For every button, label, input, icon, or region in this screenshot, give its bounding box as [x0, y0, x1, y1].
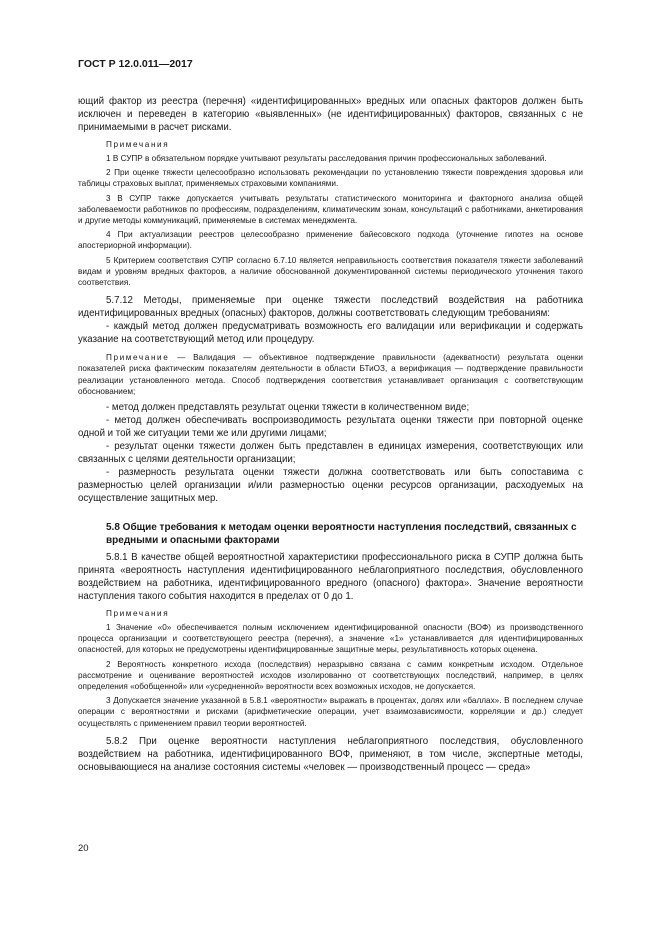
note-label: Примечание — [106, 353, 170, 363]
page-number: 20 — [78, 843, 89, 854]
bullet-item: - результат оценки тяжести должен быть представлен в единицах измерения, соответствующих или связанных с целями деятельности организации; — [78, 441, 583, 466]
note-text: — Валидация — объективное подтверждение правильности (адекватности) результата оценки показателей риска фактическим показателям деятельности в области БТиОЗ, а верификация — подтверждение правильности реализации установленного метода. Способ подтверждения соответствия устанавливает организация с соответствующим обоснованием; — [78, 353, 583, 396]
section-heading-5-8: 5.8 Общие требования к методам оценки вероятности наступления последствий, связанных с вредными и опасными факторами — [106, 522, 577, 547]
note-item: 1 Значение «0» обеспечивается полным исключением идентифицированной опасности (ВОФ) из производственного процесса организации и соответствующего реестра (перечня), а значение «1» устанавливается для идентифицированных опасностей, для которых не предусмотрены идентифицированные защитные меры, результативность которых оценена. — [78, 623, 583, 655]
bullet-item: - метод должен представлять результат оценки тяжести в количественном виде; — [106, 402, 470, 414]
paragraph-5-7-12: 5.7.12 Методы, применяемые при оценке тяжести последствий воздействия на работника идентифицированных вредных (опасных) факторов, должны соответствовать следующим требованиям: — [78, 295, 583, 320]
paragraph-5-8-2: 5.8.2 При оценке вероятности наступления неблагоприятного последствия, обусловленного воздействием на работника, идентифицированного ВОФ, применяют, в том числе, экспертные методы, основывающиеся на анализе состояния системы «человек — производственный процесс — среда» — [78, 735, 583, 773]
note-item: 1 В СУПР в обязательном порядке учитывают результаты расследования причин профессиональных заболеваний. — [106, 154, 547, 163]
bullet-item: - метод должен обеспечивать воспроизводимость результата оценки тяжести при повторной оценке одной и той же ситуации теми же или другими лицами; — [78, 415, 583, 440]
paragraph-continuation: ющий фактор из реестра (перечня) «идентифицированных» вредных или опасных факторов должен быть исключен и переведен в категорию «выявленных» (не идентифицированных) факторов, связанных с не принимаемыми в расчет рисками. — [78, 96, 583, 133]
page-content — [78, 95, 583, 774]
note-item: 5 Критерием соответствия СУПР согласно 6.7.10 является неправильность соответствия показателя тяжести заболеваний видам и уровням вредных факторов, а наличие обоснованной документированной системы периодического уточнения такого соответствия. — [78, 255, 583, 288]
note-item: 2 При оценке тяжести целесообразно использовать рекомендации по установлению тяжести повреждения здоровья или таблицы страховых выплат, применяемых страховыми компаниями. — [78, 168, 583, 189]
notes-heading: Примечания — [106, 609, 170, 619]
note-item: 4 При актуализации реестров целесообразно применение байесовского подхода (уточнение гипотез на основе апостериорной информации). — [78, 230, 583, 251]
notes-heading: Примечания — [106, 140, 170, 149]
note-item: 3 В СУПР также допускается учитывать результаты статистического мониторинга и факторного анализа общей заболеваемости работников по профессиям, подразделениям, климатическим зонам, консультаций с работниками, анкетирования и другие методы коммуникаций, применяемые в системах менеджмента. — [78, 193, 583, 226]
bullet-item: - размерность результата оценки тяжести должна соответствовать или быть сопоставима с размерностью целей организации и/или размерностью оценки ресурсов организации, расходуемых на осуществление защитных мер. — [78, 467, 583, 505]
note-item: 3 Допускается значение указанной в 5.8.1 «вероятности» выражать в процентах, долях или «баллах». В последнем случае операции с вероятностями и рисками (арифметические операции, учет взаимозависимости, корреляции и др.) следует осуществлять с применением правил теории вероятностей. — [78, 696, 583, 728]
note-item: 2 Вероятность конкретного исхода (последствия) неразрывно связана с самим конкретным исходом. Отдельное рассмотрение и оценивание вероятностей исходов изолированно от соответствующих последствий, например, в целях определения «обобщенной» или «усредненной» вероятности всех возможных исходов, не допускается. — [78, 659, 583, 692]
bullet-item: - каждый метод должен предусматривать возможность его валидации или верификации и содержать указание на соответствующий метод или процедуру. — [78, 321, 583, 346]
paragraph-5-8-1: 5.8.1 В качестве общей вероятностной характеристики профессионального риска в СУПР должна быть принята «вероятность наступления идентифицированного неблагоприятного последствия, обусловленного воздействием на работника, идентифицированного вредного (опасного) фактора». Значение вероятности наступления такого события находится в пределах от 0 до 1. — [78, 552, 583, 603]
note-validation — [78, 352, 583, 397]
document-header: ГОСТ Р 12.0.011—2017 — [78, 58, 193, 70]
